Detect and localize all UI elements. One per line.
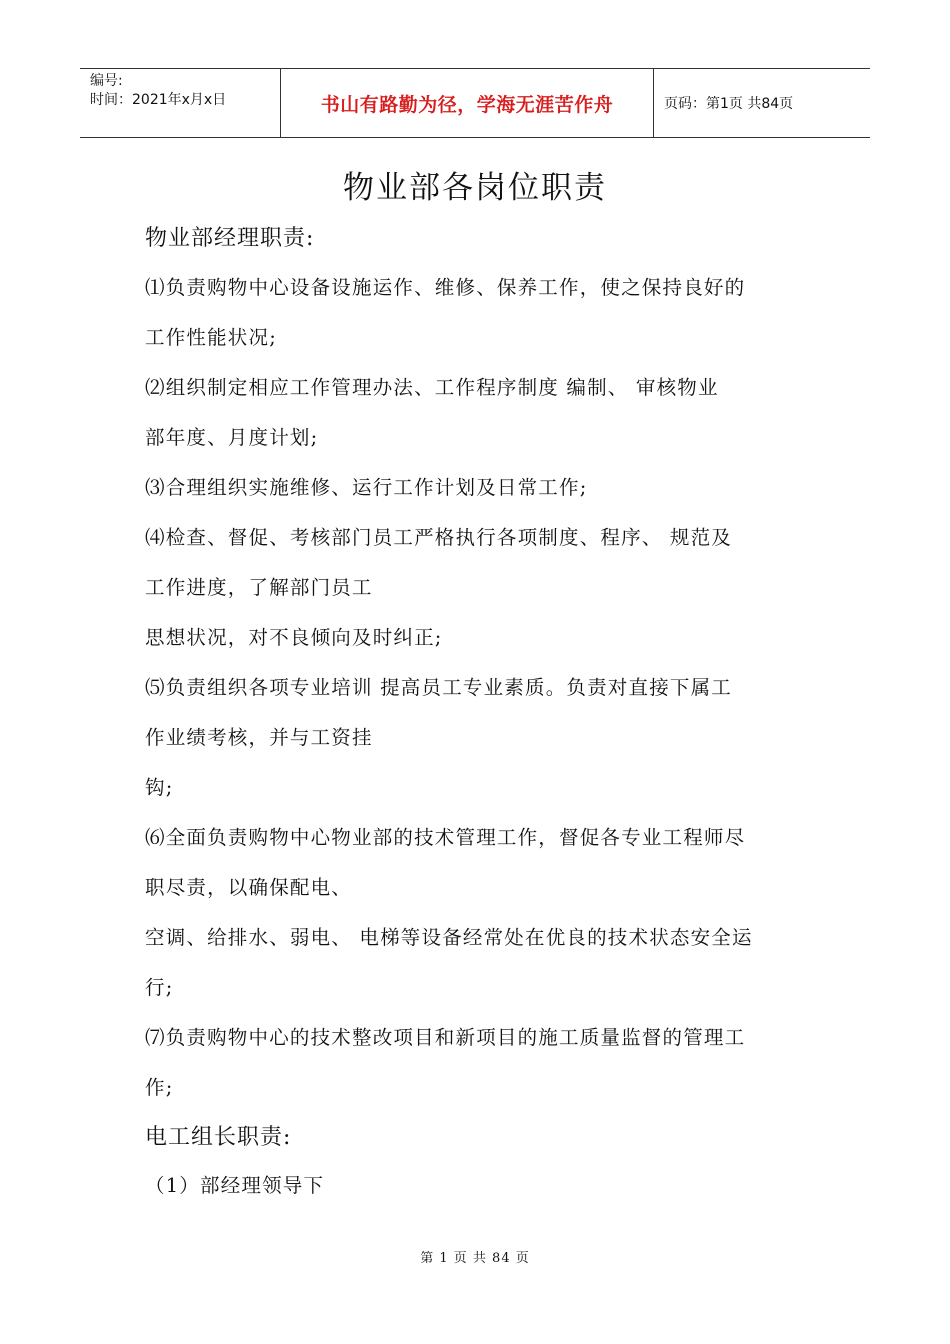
body-line: ⑹全面负责购物中心物业部的技术管理工作，督促各专业工程师尽 — [145, 826, 746, 849]
body-line: 钩; — [145, 776, 174, 799]
body-line: 工作进度，了解部门员工 — [145, 576, 373, 599]
page-footer: 第 1 页 共 84 页 — [420, 1251, 530, 1266]
page-header — [80, 68, 870, 138]
body-line: ⑵组织制定相应工作管理办法、工作程序制度 编制、 审核物业 — [145, 376, 719, 399]
document-time-label: 时间：2021年x月x日 — [90, 92, 227, 108]
header-meta — [80, 69, 281, 137]
body-line: 作; — [145, 1076, 174, 1099]
header-motto: 书山有路勤为径，学海无涯苦作舟 — [281, 69, 654, 137]
header-page-info: 页码：第1页 共84页 — [664, 96, 794, 112]
body-line: 行; — [145, 976, 174, 999]
document-number-label: 编号: — [90, 73, 123, 89]
body-line: ⑶合理组织实施维修、运行工作计划及日常工作; — [145, 476, 588, 499]
body-line: 工作性能状况; — [145, 326, 277, 349]
body-line: 空调、给排水、弱电、 电梯等设备经常处在优良的技术状态安全运 — [145, 926, 753, 949]
body-line: ⑸负责组织各项专业培训 提高员工专业素质。负责对直接下属工 — [145, 676, 732, 699]
body-line: ⑴负责购物中心设备设施运作、维修、保养工作，使之保持良好的 — [145, 276, 746, 299]
body-line: 思想状况，对不良倾向及时纠正; — [145, 626, 443, 649]
body-line: （1）部经理领导下 — [145, 1174, 325, 1197]
body-line: 职尽责，以确保配电、 — [145, 876, 353, 899]
body-line: 作业绩考核，并与工资挂 — [145, 726, 373, 749]
body-line: 部年度、月度计划; — [145, 426, 319, 449]
document-title: 物业部各岗位职责 — [343, 170, 607, 206]
body-line: ⑺负责购物中心的技术整改项目和新项目的施工质量监督的管理工 — [145, 1026, 746, 1049]
body-line: ⑷检查、督促、考核部门员工严格执行各项制度、程序、 规范及 — [145, 526, 732, 549]
section-heading-manager: 物业部经理职责: — [145, 226, 315, 251]
section-heading-electrician-leader: 电工组长职责: — [145, 1125, 292, 1150]
